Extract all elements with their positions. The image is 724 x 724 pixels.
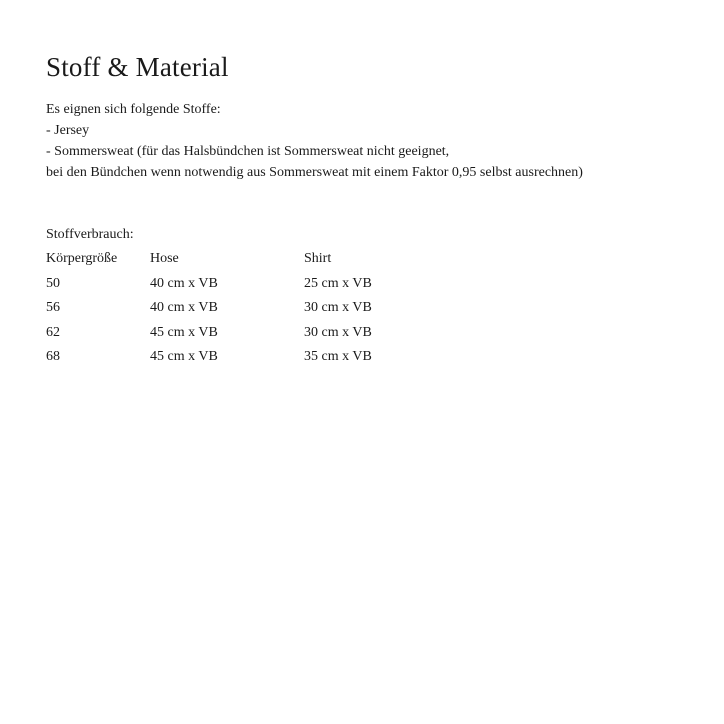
table-row <box>46 296 424 321</box>
fabric-item-note: bei den Bündchen wenn notwendig aus Sommersweat mit einem Faktor 0,95 selbst ausrechnen) <box>46 165 583 180</box>
document-page <box>46 50 704 370</box>
cell-shirt: 35 cm x VB <box>304 349 372 365</box>
page-title: Stoff & Material <box>46 52 229 82</box>
cell-hose: 40 cm x VB <box>150 275 218 291</box>
cell-hose: 40 cm x VB <box>150 300 218 316</box>
cell-hose: 45 cm x VB <box>150 349 218 365</box>
intro-text: Es eignen sich folgende Stoffe: <box>46 102 221 117</box>
header-hose: Hose <box>150 251 179 267</box>
fabric-suitability-section <box>46 99 704 183</box>
section-gap <box>46 183 704 224</box>
fabric-item-sommersweat: - Sommersweat (für das Halsbündchen ist Sommersweat nicht geeignet, <box>46 144 450 159</box>
usage-heading: Stoffverbrauch: <box>46 227 134 242</box>
table-header-row <box>46 247 424 272</box>
table-row <box>46 321 424 346</box>
cell-size: 68 <box>46 349 60 365</box>
cell-size: 56 <box>46 300 60 316</box>
table-row <box>46 272 424 297</box>
cell-shirt: 30 cm x VB <box>304 300 372 316</box>
cell-hose: 45 cm x VB <box>150 324 218 340</box>
fabric-item-jersey: - Jersey <box>46 123 90 138</box>
fabric-usage-table <box>46 247 424 370</box>
header-shirt: Shirt <box>304 251 332 267</box>
cell-shirt: 25 cm x VB <box>304 275 372 291</box>
cell-shirt: 30 cm x VB <box>304 324 372 340</box>
header-size: Körpergröße <box>46 251 118 267</box>
table-row <box>46 345 424 370</box>
cell-size: 50 <box>46 275 60 291</box>
cell-size: 62 <box>46 324 60 340</box>
